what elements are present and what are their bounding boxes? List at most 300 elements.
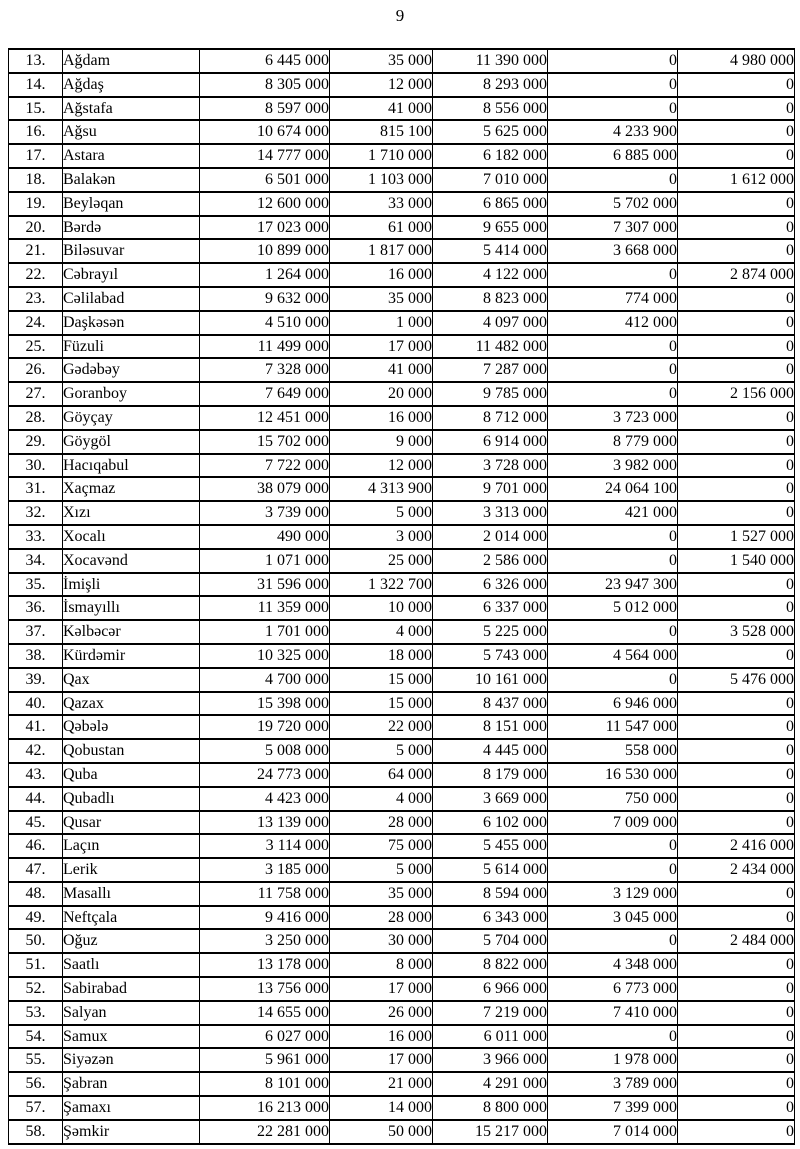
amount-cell: 2 874 000 xyxy=(678,263,795,287)
amount-cell: 2 014 000 xyxy=(433,525,548,549)
row-number-cell: 33. xyxy=(9,525,63,549)
amount-cell: 10 899 000 xyxy=(200,239,330,263)
amount-cell: 5 012 000 xyxy=(548,596,678,620)
amount-cell: 9 632 000 xyxy=(200,287,330,311)
amount-cell: 0 xyxy=(678,692,795,716)
amount-cell: 3 982 000 xyxy=(548,454,678,478)
table-row xyxy=(9,454,795,478)
row-number-cell: 54. xyxy=(9,1025,63,1049)
row-number-cell: 28. xyxy=(9,406,63,430)
amount-cell: 0 xyxy=(678,311,795,335)
amount-cell: 3 723 000 xyxy=(548,406,678,430)
amount-cell: 7 014 000 xyxy=(548,1120,678,1144)
district-name-cell: Cəlilabad xyxy=(63,287,200,311)
amount-cell: 4 423 000 xyxy=(200,787,330,811)
district-name-cell: Beyləqan xyxy=(63,192,200,216)
row-number-cell: 20. xyxy=(9,216,63,240)
amount-cell: 17 023 000 xyxy=(200,216,330,240)
district-name-cell: Qazax xyxy=(63,692,200,716)
amount-cell: 24 064 100 xyxy=(548,477,678,501)
amount-cell: 0 xyxy=(678,953,795,977)
amount-cell: 0 xyxy=(548,97,678,121)
amount-cell: 490 000 xyxy=(200,525,330,549)
district-budget-table xyxy=(8,48,795,1145)
row-number-cell: 31. xyxy=(9,477,63,501)
amount-cell: 0 xyxy=(678,1048,795,1072)
table-row xyxy=(9,549,795,573)
amount-cell: 8 556 000 xyxy=(433,97,548,121)
amount-cell: 7 410 000 xyxy=(548,1001,678,1025)
district-name-cell: Ağstafa xyxy=(63,97,200,121)
table-row xyxy=(9,192,795,216)
amount-cell: 0 xyxy=(678,977,795,1001)
table-body xyxy=(9,49,795,1144)
row-number-cell: 21. xyxy=(9,239,63,263)
row-number-cell: 48. xyxy=(9,882,63,906)
row-number-cell: 19. xyxy=(9,192,63,216)
amount-cell: 11 359 000 xyxy=(200,596,330,620)
row-number-cell: 53. xyxy=(9,1001,63,1025)
amount-cell: 30 000 xyxy=(330,929,433,953)
row-number-cell: 36. xyxy=(9,596,63,620)
district-name-cell: İmişli xyxy=(63,573,200,597)
table-row xyxy=(9,882,795,906)
amount-cell: 0 xyxy=(548,382,678,406)
amount-cell: 8 823 000 xyxy=(433,287,548,311)
amount-cell: 0 xyxy=(548,858,678,882)
row-number-cell: 38. xyxy=(9,644,63,668)
amount-cell: 7 287 000 xyxy=(433,358,548,382)
district-name-cell: Şamaxı xyxy=(63,1096,200,1120)
amount-cell: 6 966 000 xyxy=(433,977,548,1001)
amount-cell: 5 008 000 xyxy=(200,739,330,763)
amount-cell: 0 xyxy=(678,287,795,311)
row-number-cell: 58. xyxy=(9,1120,63,1144)
amount-cell: 41 000 xyxy=(330,97,433,121)
row-number-cell: 24. xyxy=(9,311,63,335)
amount-cell: 7 009 000 xyxy=(548,811,678,835)
row-number-cell: 18. xyxy=(9,168,63,192)
amount-cell: 3 789 000 xyxy=(548,1072,678,1096)
amount-cell: 6 501 000 xyxy=(200,168,330,192)
table-row xyxy=(9,620,795,644)
row-number-cell: 26. xyxy=(9,358,63,382)
amount-cell: 4 122 000 xyxy=(433,263,548,287)
amount-cell: 0 xyxy=(678,811,795,835)
amount-cell: 3 668 000 xyxy=(548,239,678,263)
amount-cell: 14 777 000 xyxy=(200,144,330,168)
amount-cell: 9 000 xyxy=(330,430,433,454)
amount-cell: 3 728 000 xyxy=(433,454,548,478)
amount-cell: 5 704 000 xyxy=(433,929,548,953)
amount-cell: 16 213 000 xyxy=(200,1096,330,1120)
amount-cell: 15 398 000 xyxy=(200,692,330,716)
amount-cell: 16 000 xyxy=(330,1025,433,1049)
row-number-cell: 32. xyxy=(9,501,63,525)
amount-cell: 1 322 700 xyxy=(330,573,433,597)
amount-cell: 8 822 000 xyxy=(433,953,548,977)
amount-cell: 4 564 000 xyxy=(548,644,678,668)
district-name-cell: Siyəzən xyxy=(63,1048,200,1072)
amount-cell: 0 xyxy=(678,477,795,501)
amount-cell: 24 773 000 xyxy=(200,763,330,787)
amount-cell: 35 000 xyxy=(330,287,433,311)
amount-cell: 38 079 000 xyxy=(200,477,330,501)
amount-cell: 1 264 000 xyxy=(200,263,330,287)
amount-cell: 11 758 000 xyxy=(200,882,330,906)
row-number-cell: 37. xyxy=(9,620,63,644)
amount-cell: 0 xyxy=(548,1025,678,1049)
amount-cell: 61 000 xyxy=(330,216,433,240)
district-name-cell: Ağsu xyxy=(63,120,200,144)
table-row xyxy=(9,953,795,977)
amount-cell: 28 000 xyxy=(330,906,433,930)
amount-cell: 0 xyxy=(548,525,678,549)
amount-cell: 6 326 000 xyxy=(433,573,548,597)
amount-cell: 3 129 000 xyxy=(548,882,678,906)
amount-cell: 8 305 000 xyxy=(200,73,330,97)
row-number-cell: 45. xyxy=(9,811,63,835)
amount-cell: 0 xyxy=(548,168,678,192)
amount-cell: 0 xyxy=(678,906,795,930)
amount-cell: 35 000 xyxy=(330,49,433,73)
amount-cell: 4 233 900 xyxy=(548,120,678,144)
row-number-cell: 34. xyxy=(9,549,63,573)
district-name-cell: Göyçay xyxy=(63,406,200,430)
row-number-cell: 52. xyxy=(9,977,63,1001)
amount-cell: 15 702 000 xyxy=(200,430,330,454)
district-name-cell: Şəmkir xyxy=(63,1120,200,1144)
row-number-cell: 43. xyxy=(9,763,63,787)
amount-cell: 0 xyxy=(548,49,678,73)
table-row xyxy=(9,263,795,287)
amount-cell: 8 594 000 xyxy=(433,882,548,906)
table-row xyxy=(9,144,795,168)
amount-cell: 13 178 000 xyxy=(200,953,330,977)
amount-cell: 1 000 xyxy=(330,311,433,335)
amount-cell: 6 343 000 xyxy=(433,906,548,930)
amount-cell: 5 614 000 xyxy=(433,858,548,882)
amount-cell: 3 250 000 xyxy=(200,929,330,953)
amount-cell: 0 xyxy=(678,335,795,359)
row-number-cell: 29. xyxy=(9,430,63,454)
table-row xyxy=(9,430,795,454)
district-name-cell: Masallı xyxy=(63,882,200,906)
amount-cell: 11 482 000 xyxy=(433,335,548,359)
district-name-cell: Balakən xyxy=(63,168,200,192)
page-number: 9 xyxy=(395,6,405,25)
amount-cell: 16 530 000 xyxy=(548,763,678,787)
amount-cell: 8 151 000 xyxy=(433,715,548,739)
amount-cell: 6 337 000 xyxy=(433,596,548,620)
district-name-cell: Gədəbəy xyxy=(63,358,200,382)
row-number-cell: 44. xyxy=(9,787,63,811)
district-name-cell: Qobustan xyxy=(63,739,200,763)
district-name-cell: Astara xyxy=(63,144,200,168)
row-number-cell: 47. xyxy=(9,858,63,882)
table-row xyxy=(9,573,795,597)
amount-cell: 0 xyxy=(678,1001,795,1025)
district-name-cell: Oğuz xyxy=(63,929,200,953)
table-row xyxy=(9,382,795,406)
amount-cell: 6 773 000 xyxy=(548,977,678,1001)
table-row xyxy=(9,858,795,882)
amount-cell: 10 000 xyxy=(330,596,433,620)
district-name-cell: Füzuli xyxy=(63,335,200,359)
district-name-cell: Xızı xyxy=(63,501,200,525)
amount-cell: 0 xyxy=(548,73,678,97)
amount-cell: 774 000 xyxy=(548,287,678,311)
amount-cell: 0 xyxy=(548,263,678,287)
amount-cell: 0 xyxy=(678,216,795,240)
amount-cell: 1 978 000 xyxy=(548,1048,678,1072)
district-name-cell: Daşkəsən xyxy=(63,311,200,335)
amount-cell: 0 xyxy=(678,596,795,620)
amount-cell: 21 000 xyxy=(330,1072,433,1096)
table-row xyxy=(9,668,795,692)
amount-cell: 7 010 000 xyxy=(433,168,548,192)
table-row xyxy=(9,1072,795,1096)
amount-cell: 0 xyxy=(678,1072,795,1096)
row-number-cell: 46. xyxy=(9,834,63,858)
amount-cell: 15 217 000 xyxy=(433,1120,548,1144)
amount-cell: 19 720 000 xyxy=(200,715,330,739)
district-name-cell: Kürdəmir xyxy=(63,644,200,668)
table-row xyxy=(9,1025,795,1049)
amount-cell: 5 961 000 xyxy=(200,1048,330,1072)
district-name-cell: Ağdaş xyxy=(63,73,200,97)
district-name-cell: Qusar xyxy=(63,811,200,835)
district-name-cell: Goranboy xyxy=(63,382,200,406)
district-name-cell: İsmayıllı xyxy=(63,596,200,620)
amount-cell: 0 xyxy=(678,358,795,382)
amount-cell: 1 612 000 xyxy=(678,168,795,192)
amount-cell: 0 xyxy=(548,335,678,359)
amount-cell: 0 xyxy=(548,620,678,644)
amount-cell: 421 000 xyxy=(548,501,678,525)
amount-cell: 2 156 000 xyxy=(678,382,795,406)
amount-cell: 18 000 xyxy=(330,644,433,668)
row-number-cell: 41. xyxy=(9,715,63,739)
district-name-cell: Ağdam xyxy=(63,49,200,73)
amount-cell: 16 000 xyxy=(330,263,433,287)
amount-cell: 7 219 000 xyxy=(433,1001,548,1025)
amount-cell: 33 000 xyxy=(330,192,433,216)
amount-cell: 8 293 000 xyxy=(433,73,548,97)
row-number-cell: 14. xyxy=(9,73,63,97)
amount-cell: 6 946 000 xyxy=(548,692,678,716)
row-number-cell: 57. xyxy=(9,1096,63,1120)
district-name-cell: Sabirabad xyxy=(63,977,200,1001)
amount-cell: 3 669 000 xyxy=(433,787,548,811)
amount-cell: 4 000 xyxy=(330,787,433,811)
amount-cell: 8 437 000 xyxy=(433,692,548,716)
district-name-cell: Göygöl xyxy=(63,430,200,454)
amount-cell: 5 000 xyxy=(330,501,433,525)
table-row xyxy=(9,906,795,930)
amount-cell: 22 000 xyxy=(330,715,433,739)
amount-cell: 17 000 xyxy=(330,1048,433,1072)
amount-cell: 6 102 000 xyxy=(433,811,548,835)
table-row xyxy=(9,97,795,121)
amount-cell: 8 179 000 xyxy=(433,763,548,787)
amount-cell: 3 000 xyxy=(330,525,433,549)
amount-cell: 0 xyxy=(678,501,795,525)
table-row xyxy=(9,834,795,858)
district-name-cell: Saatlı xyxy=(63,953,200,977)
district-name-cell: Kəlbəcər xyxy=(63,620,200,644)
district-name-cell: Quba xyxy=(63,763,200,787)
amount-cell: 0 xyxy=(548,929,678,953)
amount-cell: 13 139 000 xyxy=(200,811,330,835)
row-number-cell: 27. xyxy=(9,382,63,406)
amount-cell: 11 499 000 xyxy=(200,335,330,359)
amount-cell: 4 510 000 xyxy=(200,311,330,335)
amount-cell: 26 000 xyxy=(330,1001,433,1025)
amount-cell: 3 185 000 xyxy=(200,858,330,882)
amount-cell: 20 000 xyxy=(330,382,433,406)
amount-cell: 6 914 000 xyxy=(433,430,548,454)
amount-cell: 5 455 000 xyxy=(433,834,548,858)
amount-cell: 0 xyxy=(678,406,795,430)
row-number-cell: 16. xyxy=(9,120,63,144)
table-row xyxy=(9,73,795,97)
district-name-cell: Neftçala xyxy=(63,906,200,930)
district-name-cell: Laçın xyxy=(63,834,200,858)
district-name-cell: Xocavənd xyxy=(63,549,200,573)
row-number-cell: 40. xyxy=(9,692,63,716)
amount-cell: 0 xyxy=(678,73,795,97)
amount-cell: 12 000 xyxy=(330,73,433,97)
amount-cell: 75 000 xyxy=(330,834,433,858)
amount-cell: 0 xyxy=(678,239,795,263)
amount-cell: 0 xyxy=(678,715,795,739)
amount-cell: 3 045 000 xyxy=(548,906,678,930)
amount-cell: 5 476 000 xyxy=(678,668,795,692)
table-row xyxy=(9,1001,795,1025)
table-row xyxy=(9,501,795,525)
amount-cell: 0 xyxy=(678,454,795,478)
amount-cell: 2 586 000 xyxy=(433,549,548,573)
amount-cell: 4 700 000 xyxy=(200,668,330,692)
amount-cell: 12 000 xyxy=(330,454,433,478)
amount-cell: 5 625 000 xyxy=(433,120,548,144)
row-number-cell: 15. xyxy=(9,97,63,121)
table-row xyxy=(9,406,795,430)
amount-cell: 11 390 000 xyxy=(433,49,548,73)
amount-cell: 4 097 000 xyxy=(433,311,548,335)
amount-cell: 17 000 xyxy=(330,977,433,1001)
amount-cell: 7 649 000 xyxy=(200,382,330,406)
amount-cell: 0 xyxy=(548,358,678,382)
amount-cell: 10 325 000 xyxy=(200,644,330,668)
row-number-cell: 17. xyxy=(9,144,63,168)
row-number-cell: 49. xyxy=(9,906,63,930)
table-row xyxy=(9,715,795,739)
amount-cell: 4 980 000 xyxy=(678,49,795,73)
table-row xyxy=(9,1048,795,1072)
amount-cell: 15 000 xyxy=(330,668,433,692)
amount-cell: 1 817 000 xyxy=(330,239,433,263)
table-row xyxy=(9,763,795,787)
row-number-cell: 35. xyxy=(9,573,63,597)
amount-cell: 3 966 000 xyxy=(433,1048,548,1072)
table-row xyxy=(9,168,795,192)
amount-cell: 4 291 000 xyxy=(433,1072,548,1096)
table-row xyxy=(9,692,795,716)
amount-cell: 0 xyxy=(678,739,795,763)
row-number-cell: 25. xyxy=(9,335,63,359)
amount-cell: 5 000 xyxy=(330,739,433,763)
district-name-cell: Şabran xyxy=(63,1072,200,1096)
amount-cell: 815 100 xyxy=(330,120,433,144)
amount-cell: 10 161 000 xyxy=(433,668,548,692)
row-number-cell: 13. xyxy=(9,49,63,73)
amount-cell: 2 484 000 xyxy=(678,929,795,953)
district-name-cell: Qəbələ xyxy=(63,715,200,739)
district-name-cell: Bərdə xyxy=(63,216,200,240)
amount-cell: 13 756 000 xyxy=(200,977,330,1001)
table-row xyxy=(9,787,795,811)
row-number-cell: 42. xyxy=(9,739,63,763)
amount-cell: 11 547 000 xyxy=(548,715,678,739)
amount-cell: 10 674 000 xyxy=(200,120,330,144)
table-row xyxy=(9,977,795,1001)
amount-cell: 8 712 000 xyxy=(433,406,548,430)
district-name-cell: Samux xyxy=(63,1025,200,1049)
district-name-cell: Hacıqabul xyxy=(63,454,200,478)
amount-cell: 9 701 000 xyxy=(433,477,548,501)
amount-cell: 14 000 xyxy=(330,1096,433,1120)
amount-cell: 8 101 000 xyxy=(200,1072,330,1096)
amount-cell: 7 399 000 xyxy=(548,1096,678,1120)
amount-cell: 8 779 000 xyxy=(548,430,678,454)
amount-cell: 5 225 000 xyxy=(433,620,548,644)
amount-cell: 15 000 xyxy=(330,692,433,716)
amount-cell: 1 071 000 xyxy=(200,549,330,573)
amount-cell: 0 xyxy=(548,549,678,573)
amount-cell: 5 702 000 xyxy=(548,192,678,216)
amount-cell: 0 xyxy=(678,430,795,454)
amount-cell: 0 xyxy=(678,1096,795,1120)
table-row xyxy=(9,358,795,382)
amount-cell: 412 000 xyxy=(548,311,678,335)
amount-cell: 5 000 xyxy=(330,858,433,882)
district-name-cell: Cəbrayıl xyxy=(63,263,200,287)
table-row xyxy=(9,929,795,953)
amount-cell: 2 416 000 xyxy=(678,834,795,858)
amount-cell: 6 445 000 xyxy=(200,49,330,73)
amount-cell: 0 xyxy=(678,192,795,216)
amount-cell: 0 xyxy=(678,763,795,787)
row-number-cell: 23. xyxy=(9,287,63,311)
amount-cell: 6 011 000 xyxy=(433,1025,548,1049)
amount-cell: 6 885 000 xyxy=(548,144,678,168)
row-number-cell: 22. xyxy=(9,263,63,287)
amount-cell: 50 000 xyxy=(330,1120,433,1144)
amount-cell: 4 313 900 xyxy=(330,477,433,501)
amount-cell: 1 710 000 xyxy=(330,144,433,168)
amount-cell: 3 313 000 xyxy=(433,501,548,525)
amount-cell: 0 xyxy=(678,144,795,168)
amount-cell: 558 000 xyxy=(548,739,678,763)
amount-cell: 25 000 xyxy=(330,549,433,573)
table-row xyxy=(9,216,795,240)
amount-cell: 14 655 000 xyxy=(200,1001,330,1025)
amount-cell: 6 865 000 xyxy=(433,192,548,216)
amount-cell: 7 307 000 xyxy=(548,216,678,240)
amount-cell: 5 743 000 xyxy=(433,644,548,668)
